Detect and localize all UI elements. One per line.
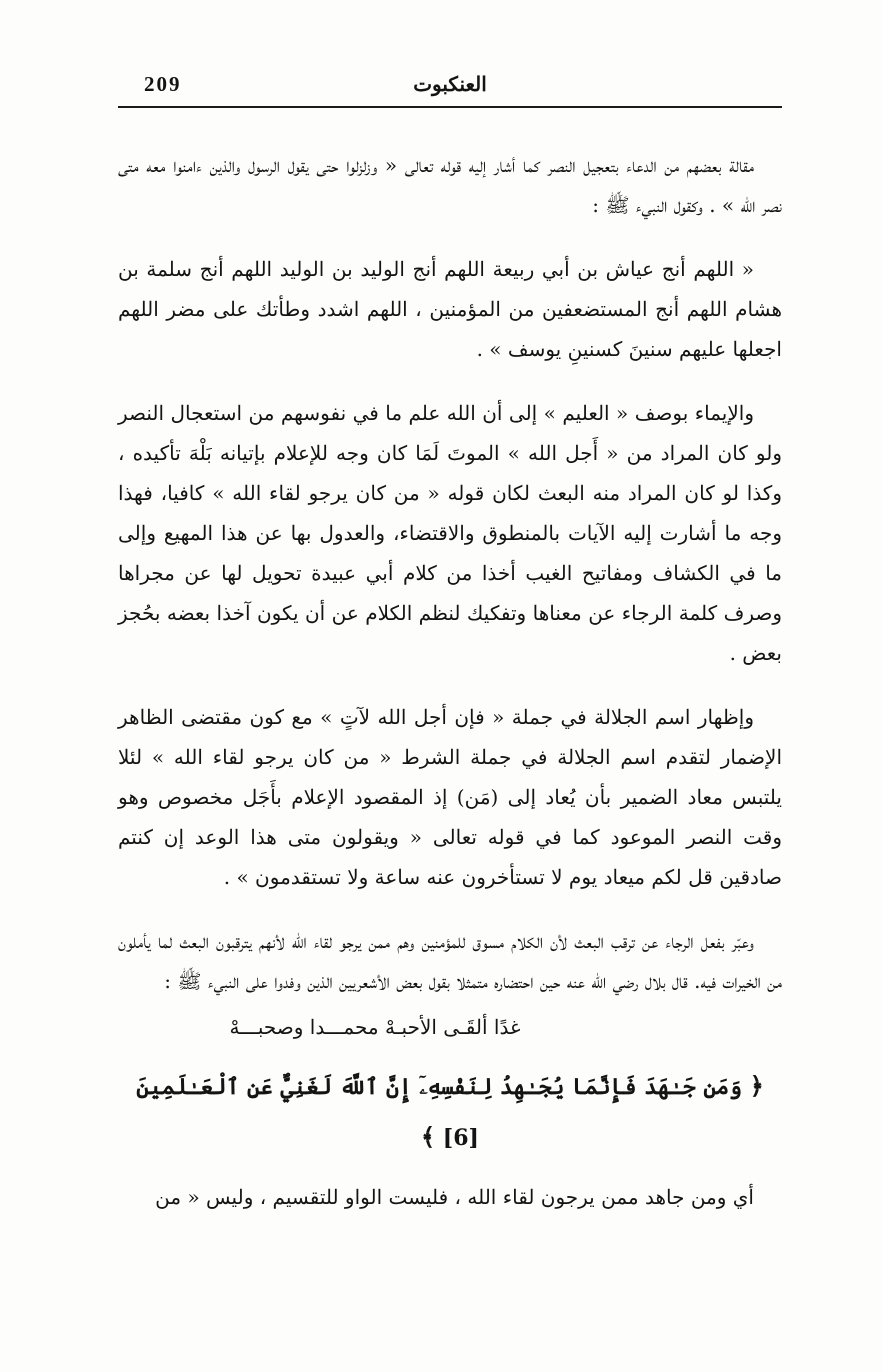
ayah-close-bracket: ﴾: [421, 1122, 436, 1151]
ayah-open-bracket: ﴿: [749, 1071, 764, 1100]
quran-verse: [118, 1061, 782, 1163]
paragraph-1: مقالة بعضهم من الدعاء بتعجيل النصر كما أشار إليه قوله تعالى « وزلزلوا حتى يقول الرسول والذين ءامنوا معه متى نصر الله » . وكقول النبيء ﷺ :: [118, 153, 782, 217]
page-body: [118, 145, 782, 1217]
ayah-number: [6]: [442, 1125, 479, 1151]
page-number: 209: [144, 72, 182, 96]
poetry-verse: غدًا ألقَـى الأحبـهْ محمـــدا وصحبـــهْ: [229, 1015, 521, 1039]
paragraph-3: والإيماء بوصف « العليم » إلى أن الله علم ما في نفوسهم من استعجال النصر ولو كان المراد من « أَجل الله » الموتَ لَمَا كان وجه للإعلام بإتيانه بَلْهَ تأكيده ، وكذا لو كان المراد منه البعث لكان قوله « من كان يرجو لقاء الله » كافيا، فهذا وجه ما أشارت إليه الآيات بالمنطوق والاقتضاء، والعدول بها عن هذا المهيع وإلى ما في الكشاف ومفاتيح الغيب أخذا من كلام أبي عبيدة تحويل لها عن مجراها وصرف كلمة الرجاء عن معناها وتفكيك لنظم الكلام عن أن يكون آخذا بعضه بحُجز بعض .: [118, 401, 782, 665]
running-title: العنكبوت: [413, 72, 487, 96]
paragraph-last: أي ومن جاهد ممن يرجون لقاء الله ، فليست الواو للتقسيم ، وليس « من: [155, 1185, 754, 1209]
ayah-text: وَمَن جَـٰهَدَ فَإِنَّمَا يُجَـٰهِدُ لِنَفْسِهِۦٓ إِنَّ ٱللَّهَ لَغَنِيٌّ عَنِ ٱلْعَـٰلَمِينَ: [136, 1074, 743, 1100]
paragraph-4: وإظهار اسم الجلالة في جملة « فإن أجل الله لآتٍ » مع كون مقتضى الظاهر الإضمار لتقدم اسم الجلالة في جملة الشرط « من كان يرجو لقاء الله » لئلا يلتبس معاد الضمير بأن يُعاد إلى (مَن) إذ المقصود الإعلام بأَجَل مخصوص وهو وقت النصر الموعود كما في قوله تعالى « ويقولون متى هذا الوعد إن كنتم صادقين قل لكم ميعاد يوم لا تستأخرون عنه ساعة ولا تستقدمون » .: [118, 705, 782, 889]
paragraph-hadith: « اللهم أنج عياش بن أبي ربيعة اللهم أنج الوليد بن الوليد اللهم أنج سلمة بن هشام اللهم أنج المستضعفين من المؤمنين ، اللهم اشدد وطأتك على مضر اللهم اجعلها عليهم سنينَ كسنينِ يوسف » .: [118, 257, 782, 361]
page-header: [118, 62, 782, 108]
paragraph-5: وعبّر بفعل الرجاء عن ترقب البعث لأن الكلام مسوق للمؤمنين وهم ممن يرجو لقاء الله لأنهم يترقبون البعث لما يأملون من الخيرات فيه. قال بلال رضي الله عنه حين احتضاره متمثلا بقول بعض الأشعريين الذين وفدوا على النبيء ﷺ :: [118, 929, 782, 993]
